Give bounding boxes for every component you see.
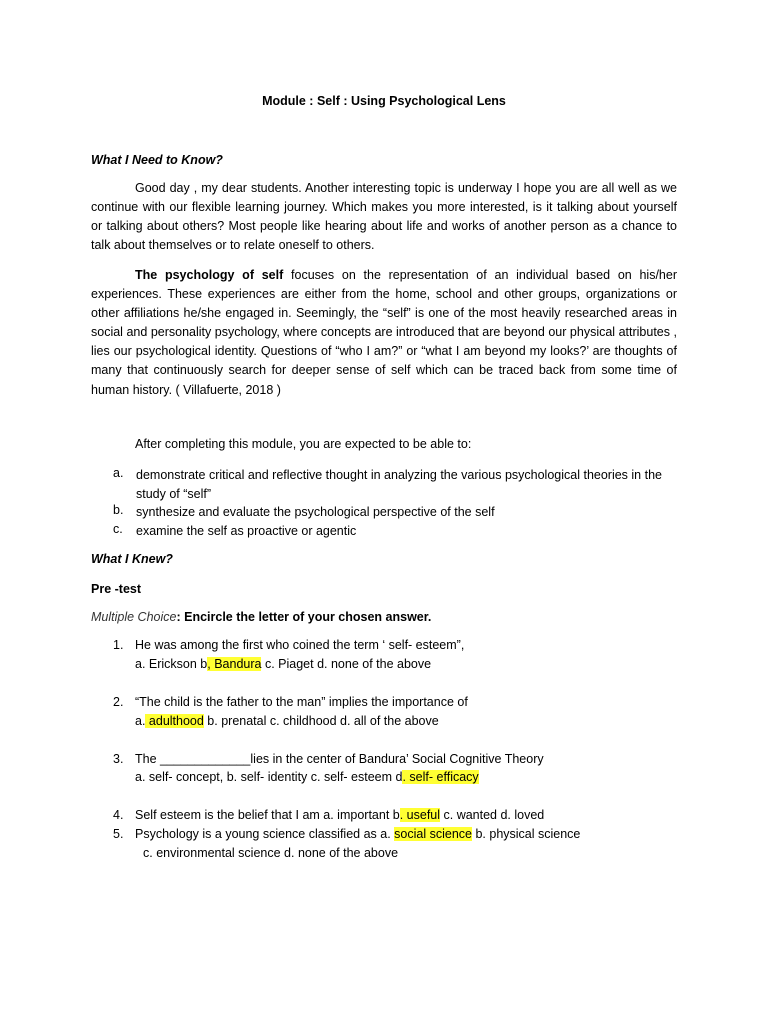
- highlighted-answer: adulthood: [145, 714, 204, 728]
- highlighted-answer: , Bandura: [207, 657, 262, 671]
- question-number: 5.: [113, 827, 124, 841]
- option-text: a. self- concept, b. self- identity c. self- esteem d: [135, 770, 403, 784]
- question-text: The _____________lies in the center of Bandura’ Social Cognitive Theory: [135, 752, 544, 766]
- highlighted-answer: . self- efficacy: [402, 770, 479, 784]
- question-4[interactable]: [113, 808, 544, 822]
- objective-letter: a.: [113, 466, 124, 480]
- question-text: “The child is the father to the man” implies the importance of: [135, 695, 468, 709]
- option-text: a. Erickson b: [135, 657, 208, 671]
- pretest-label: Pre -test: [91, 582, 142, 596]
- question-3-options[interactable]: [135, 770, 479, 784]
- question-3: [113, 752, 544, 766]
- question-1: [113, 638, 464, 652]
- what-i-need-to-know-heading: What I Need to Know?: [91, 153, 223, 167]
- objective-letter: b.: [113, 503, 124, 517]
- question-text: Psychology is a young science classified as a.: [135, 827, 395, 841]
- module-title: Module : Self : Using Psychological Lens: [262, 94, 506, 108]
- multiple-choice-instruction: [91, 610, 431, 624]
- objective-text: demonstrate critical and reflective thought in analyzing the various psychological theories in the study of “self”: [136, 468, 662, 501]
- option-text: c. wanted d. loved: [440, 808, 545, 822]
- question-5[interactable]: [113, 827, 580, 841]
- question-5-options-line-2[interactable]: c. environmental science d. none of the above: [143, 846, 399, 860]
- objective-text: synthesize and evaluate the psychological perspective of the self: [136, 505, 495, 519]
- question-number: 3.: [113, 752, 124, 766]
- question-1-options[interactable]: [135, 657, 431, 671]
- question-2-options[interactable]: [135, 714, 439, 728]
- question-2: [113, 695, 468, 709]
- intro-paragraph-1: Good day , my dear students. Another interesting topic is underway I hope you are all well as we continue with our flexible learning journey. Which makes you more interested, is it talking about yourself or talking about others? Most people like hearing about life and works of another person as a chance to talk about themselves or to relate oneself to others.: [91, 181, 677, 253]
- option-text: a.: [135, 714, 146, 728]
- what-i-knew-heading: What I Knew?: [91, 552, 173, 566]
- question-number: 4.: [113, 808, 124, 822]
- objectives-lead: After completing this module, you are expected to be able to:: [135, 437, 472, 451]
- highlighted-answer: . useful: [399, 808, 441, 822]
- objective-text: examine the self as proactive or agentic: [136, 524, 357, 538]
- question-number: 1.: [113, 638, 124, 652]
- intro-paragraph-2-body: focuses on the representation of an individual based on his/her experiences. These experiences are either from the home, school and other groups, organizations or other affiliations he/she engaged in. Seemingly, the “self” is one of the most heavily researched areas in social and personality psychology, where concepts are introduced that are beyond our physical attributes , lies our psychological identity. Questions of “who I am?” or “what I am beyond my looks?’ are thoughts of many that continuously search for deeper sense of self which can be traced back from some time of human history. ( Villafuerte, 2018 ): [91, 268, 677, 397]
- question-number: 2.: [113, 695, 124, 709]
- option-text: b. physical science: [472, 827, 581, 841]
- option-text: c. Piaget d. none of the above: [261, 657, 432, 671]
- highlighted-answer: social science: [394, 827, 472, 841]
- intro-paragraph-2: [91, 266, 677, 400]
- question-text: He was among the first who coined the term ‘ self- esteem”,: [135, 638, 465, 652]
- multiple-choice-label: Multiple Choice: [91, 610, 177, 624]
- option-text: b. prenatal c. childhood d. all of the above: [203, 714, 439, 728]
- psychology-of-self-term: The psychology of self: [135, 268, 284, 282]
- question-text: Self esteem is the belief that I am a. important b: [135, 808, 400, 822]
- objective-letter: c.: [113, 522, 123, 536]
- instruction-text: : Encircle the letter of your chosen answer.: [176, 610, 432, 624]
